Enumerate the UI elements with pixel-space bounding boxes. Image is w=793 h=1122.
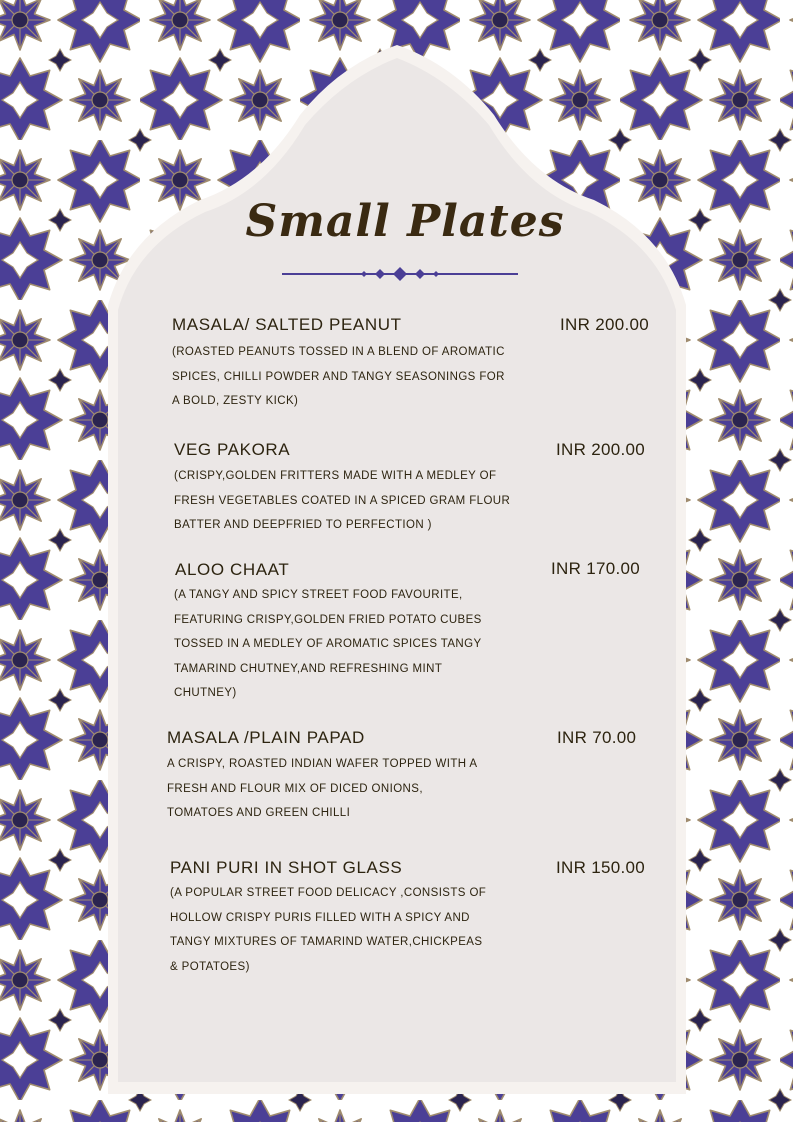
item-name: VEG PAKORA [174,440,291,459]
item-price: INR 70.00 [557,728,637,747]
item-description: (A TANGY AND SPICY STREET FOOD FAVOURITE, FEATURING CRISPY,GOLDEN FRIED POTATO CUBES TOSSED IN A MEDLEY OF AROMATIC SPICES TANGY TAMARIND CHUTNEY,AND REFRESHING MINT CHUTNEY) [174,589,482,699]
item-price: INR 150.00 [556,858,645,877]
item-description: (A POPULAR STREET FOOD DELICACY ,CONSISTS OF HOLLOW CRISPY PURIS FILLED WITH A SPICY AND TANGY MIXTURES OF TAMARIND WATER,CHICKPEAS & POTATOES) [170,887,487,973]
item-name: MASALA /PLAIN PAPAD [167,728,365,747]
item-name: MASALA/ SALTED PEANUT [172,315,402,334]
menu-title: Small Plates [245,196,565,247]
item-name: PANI PURI IN SHOT GLASS [170,858,403,877]
item-name: ALOO CHAAT [175,560,290,579]
item-price: INR 170.00 [551,559,640,578]
item-description: (ROASTED PEANUTS TOSSED IN A BLEND OF AROMATIC SPICES, CHILLI POWDER AND TANGY SEASONINGS FOR A BOLD, ZESTY KICK) [172,346,505,407]
item-price: INR 200.00 [560,315,649,334]
ornamental-divider [280,266,520,282]
item-price: INR 200.00 [556,440,645,459]
item-description: A CRISPY, ROASTED INDIAN WAFER TOPPED WITH A FRESH AND FLOUR MIX OF DICED ONIONS, TOMATOES AND GREEN CHILLI [167,758,477,819]
item-description: (CRISPY,GOLDEN FRITTERS MADE WITH A MEDLEY OF FRESH VEGETABLES COATED IN A SPICED GRAM FLOUR BATTER AND DEEPFRIED TO PERFECTION ) [174,470,511,531]
